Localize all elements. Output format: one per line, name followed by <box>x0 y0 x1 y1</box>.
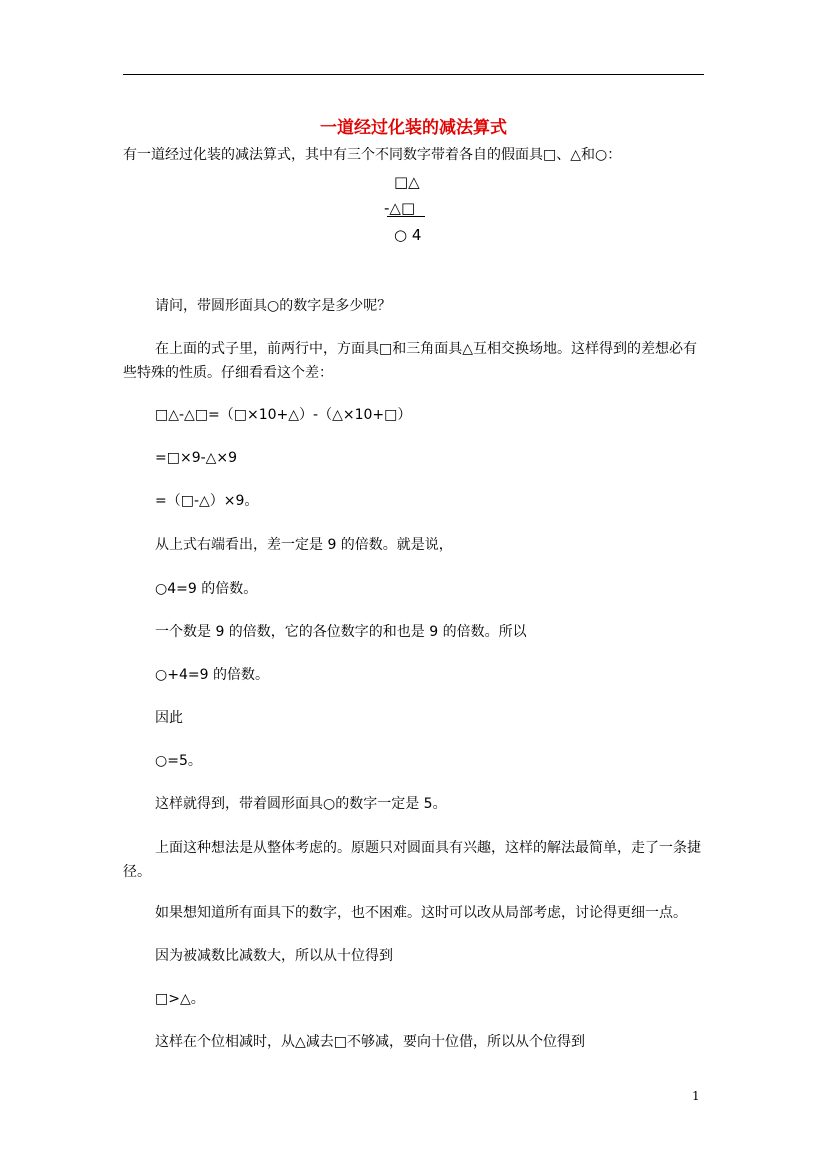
equation-subtrahend: -△□ <box>384 199 416 217</box>
page-number: 1 <box>692 1089 700 1103</box>
formula-step-2: =（□-△）×9。 <box>155 493 259 509</box>
paragraph-local-approach: 如果想知道所有面具下的数字，也不困难。这时可以改从局部考虑，讨论得更细一点。 <box>155 905 687 921</box>
formula-circle-equals-5: ○=5。 <box>155 753 202 769</box>
paragraph-therefore: 因此 <box>155 710 183 726</box>
paragraph-whole-approach: 上面这种想法是从整体考虑的。原题只对圆面具有兴趣，这样的解法最简单，走了一条捷径。 <box>123 840 701 880</box>
page-title: 一道经过化装的减法算式 <box>320 118 507 138</box>
paragraph-result: 这样就得到，带着圆形面具○的数字一定是 5。 <box>155 796 447 812</box>
equation-difference: ○ 4 <box>394 226 422 244</box>
formula-step-1: =□×9-△×9 <box>155 450 238 466</box>
paragraph-analysis: 在上面的式子里，前两行中，方面具□和三角面具△互相交换场地。这样得到的差想必有些特殊的性质。仔细看看这个差： <box>123 341 697 381</box>
subtraction-equation <box>384 170 428 246</box>
header-rule <box>123 74 704 75</box>
formula-circle-4: ○4=9 的倍数。 <box>155 581 258 597</box>
intro-text: 有一道经过化装的减法算式，其中有三个不同数字带着各自的假面具□、△和○： <box>123 147 622 163</box>
paragraph-ones-digit: 这样在个位相减时，从△减去□不够减，要向十位借，所以从个位得到 <box>155 1034 585 1050</box>
equation-bar <box>387 216 425 217</box>
formula-square-gt-triangle: □>△。 <box>155 991 205 1007</box>
formula-expand: □△-△□=（□×10+△）-（△×10+□） <box>155 407 412 423</box>
paragraph-tens-digit: 因为被减数比减数大，所以从十位得到 <box>155 948 393 964</box>
paragraph-multiple-of-9: 从上式右端看出，差一定是 9 的倍数。就是说， <box>155 537 453 553</box>
formula-circle-plus-4: ○+4=9 的倍数。 <box>155 667 269 683</box>
equation-minuend: □△ <box>394 173 420 191</box>
paragraph-question: 请问，带圆形面具○的数字是多少呢？ <box>155 298 392 314</box>
paragraph-digit-sum: 一个数是 9 的倍数，它的各位数字的和也是 9 的倍数。所以 <box>155 624 527 640</box>
